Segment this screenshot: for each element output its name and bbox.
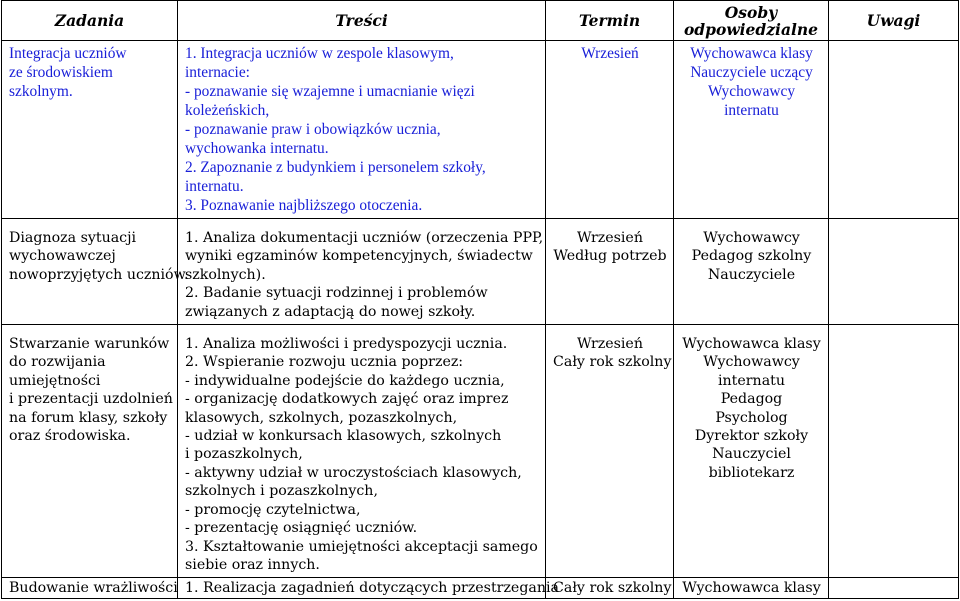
cell-line: umiejętności: [9, 372, 101, 389]
cell-uwagi: [829, 219, 959, 325]
header-osoby: [674, 1, 829, 41]
cell-line: wychowawczej: [9, 248, 116, 265]
cell-termin: [546, 325, 674, 578]
cell-line: związanych z adaptacją do nowej szkoły.: [185, 303, 476, 320]
cell-line: do rozwijania: [9, 354, 106, 371]
cell-line: - promocję czytelnictwa,: [185, 501, 361, 518]
cell-line: i pozaszkolnych,: [185, 446, 303, 463]
cell-line: na forum klasy, szkoły: [9, 409, 168, 426]
cell-line: Diagnoza sytuacji: [9, 230, 137, 246]
table-row: [2, 219, 959, 325]
cell-line: Wychowawca klasy: [682, 336, 821, 353]
cell-line: Integracja uczniów: [9, 45, 127, 62]
cell-line: Cały rok szkolny: [553, 580, 672, 597]
cell-line: Według potrzeb: [553, 248, 667, 265]
cell-tresci: [178, 325, 546, 578]
cell-line: 1. Analiza dokumentacji uczniów (orzeczenia PPP,: [185, 230, 544, 246]
header-uwagi: Uwagi: [829, 1, 959, 41]
cell-line: internatu: [718, 372, 785, 389]
cell-line: internatu: [724, 102, 779, 119]
cell-line: Nauczyciel: [712, 446, 791, 463]
cell-line: Stwarzanie warunków: [9, 336, 170, 353]
cell-line: i prezentacji uzdolnień: [9, 391, 173, 408]
cell-line: Wychowawcy: [707, 83, 796, 100]
cell-line: Wrzesień: [577, 336, 643, 353]
cell-line: 1. Analiza możliwości i predyspozycji ucznia.: [185, 336, 508, 353]
cell-termin: [546, 578, 674, 598]
cell-osoby: [674, 41, 829, 219]
header-tresci: Treści: [178, 1, 546, 41]
header-osoby-line1: Osoby: [724, 2, 778, 22]
cell-line: Wychowawcy: [703, 230, 800, 246]
cell-line: oraz środowiska.: [9, 428, 131, 445]
cell-line: nowoprzyjętych uczniów.: [9, 266, 189, 283]
cell-line: Wychowawca klasy: [690, 45, 813, 62]
cell-line: - poznawanie praw i obowiązków ucznia,: [185, 121, 441, 138]
header-osoby-line2: odpowiedzialne: [683, 19, 819, 39]
cell-line: Nauczyciele uczący: [690, 64, 813, 81]
cell-line: siebie oraz innych.: [185, 556, 320, 573]
cell-line: szkolnych).: [185, 266, 266, 283]
cell-line: Wychowawcy: [703, 354, 800, 371]
cell-line: Budowanie wrażliwości: [9, 580, 178, 597]
cell-line: - udział w konkursach klasowych, szkolnych: [185, 428, 502, 445]
cell-line: klasowych, szkolnych, pozaszkolnych,: [185, 409, 458, 426]
cell-line: 3. Kształtowanie umiejętności akceptacji samego: [185, 538, 538, 555]
cell-osoby: [674, 325, 829, 578]
cell-termin: [546, 219, 674, 325]
cell-line: Wrzesień: [581, 45, 639, 62]
table-row: [2, 41, 959, 219]
cell-uwagi: [829, 325, 959, 578]
cell-line: Pedagog: [720, 391, 783, 408]
header-row: [2, 1, 959, 41]
cell-osoby: [674, 578, 829, 598]
cell-line: szkolnym.: [9, 83, 73, 100]
cell-termin: [546, 41, 674, 219]
cell-line: 2. Badanie sytuacji rodzinnej i problemów: [185, 285, 488, 302]
cell-tresci: [178, 41, 546, 219]
cell-line: koleżeńskich,: [185, 102, 270, 119]
cell-line: - aktywny udział w uroczystościach klasowych,: [185, 464, 522, 481]
cell-line: Pedagog szkolny: [691, 248, 812, 265]
cell-line: bibliotekarz: [708, 464, 795, 481]
cell-osoby: [674, 219, 829, 325]
cell-line: - prezentację osiągnięć uczniów.: [185, 520, 418, 537]
cell-line: wyniki egzaminów kompetencyjnych, świadectw: [185, 248, 533, 265]
cell-line: - poznawanie się wzajemne i umacnianie więzi: [185, 83, 475, 100]
cell-line: Wrzesień: [577, 230, 643, 246]
cell-line: Psycholog: [715, 409, 788, 426]
cell-line: - organizację dodatkowych zajęć oraz imprez: [185, 391, 509, 408]
cell-line: wychowanka internatu.: [185, 140, 329, 157]
cell-line: - indywidualne podejście do każdego ucznia,: [185, 372, 505, 389]
cell-line: 2. Wspieranie rozwoju ucznia poprzez:: [185, 354, 464, 371]
cell-line: 3. Poznawanie najbliższego otoczenia.: [185, 197, 423, 214]
cell-tresci: [178, 219, 546, 325]
cell-zadania: [2, 219, 189, 325]
cell-zadania: [2, 325, 178, 578]
header-termin: Termin: [546, 1, 674, 41]
cell-uwagi: [829, 41, 959, 219]
cell-line: Cały rok szkolny: [553, 354, 672, 371]
cell-line: Nauczyciele: [707, 266, 796, 283]
table-row: [2, 325, 959, 578]
cell-line: Dyrektor szkoły: [694, 428, 809, 445]
cell-line: szkolnych i pozaszkolnych,: [185, 483, 378, 500]
cell-line: internatu.: [185, 178, 244, 195]
cell-line: 1. Integracja uczniów w zespole klasowym,: [185, 45, 454, 62]
cell-line: internacie:: [185, 64, 250, 81]
cell-zadania: [2, 578, 178, 598]
cell-line: 2. Zapoznanie z budynkiem i personelem szkoły,: [185, 159, 486, 176]
table-row: [2, 578, 959, 598]
cell-line: 1. Realizacja zagadnień dotyczących przestrzegania: [185, 580, 559, 597]
cell-uwagi: [829, 578, 959, 598]
cell-line: Wychowawca klasy: [682, 580, 821, 597]
cell-tresci: [178, 578, 559, 598]
plan-table: [1, 0, 959, 599]
cell-line: ze środowiskiem: [9, 64, 113, 81]
cell-zadania: [2, 41, 178, 219]
header-zadania: Zadania: [2, 1, 178, 41]
